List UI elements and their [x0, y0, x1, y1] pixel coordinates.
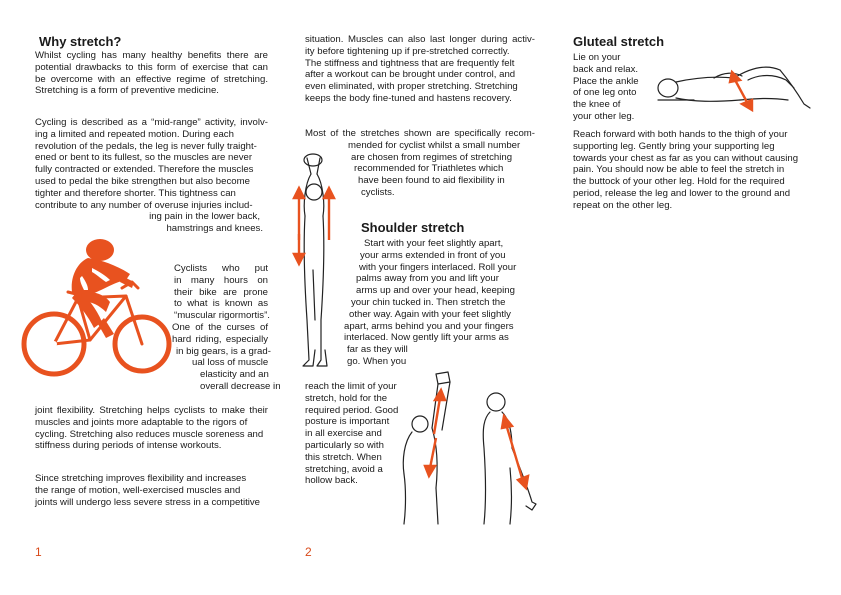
shoulder-stretch-heading: Shoulder stretch	[361, 220, 465, 235]
why-stretch-intro: Whilst cycling has many healthy benefits there are potential drawbacks to this form of exercise that can be overcome with an effective regime of stretching. Stretching is a form of preventive medicine.	[35, 50, 268, 97]
mid-range-paragraph: Cycling is described as a “mid-range” activity, involv- ing a limited and repeated motion. During each revolution of the pedals, the leg is never fully traight- ened or bent to its fullest, so the muscles are never fully contracted or extended. Therefore the muscles used to pedal the bike strengthen but also become tighter and therefore shorter. This tightness can contribute to any number of overuse injuries includ- ing pain in the lower back, hamstrings and knees.	[35, 117, 268, 235]
gluteal-stretch-heading: Gluteal stretch	[573, 34, 665, 49]
behind-back-stretch-figure	[476, 388, 546, 528]
posture-paragraph: reach the limit of your stretch, hold for the required period. Good posture is important in all exercise and particularly so with this stretch. When stretching, avoid a hollow back.	[305, 381, 399, 487]
gluteal-stretch-figure	[654, 58, 814, 114]
joint-flexibility-paragraph: joint flexibility. Stretching helps cyclists to make their muscles and joints more adaptable to the rigors of cycling. Stretching also reduces muscle soreness and stiffness during periods of intense workouts.	[35, 405, 268, 452]
cyclist-illustration	[22, 236, 172, 384]
why-stretch-heading: Why stretch?	[39, 34, 122, 49]
overhead-stretch-figure	[293, 150, 363, 372]
shoulder-stretch-instructions: Start with your feet slightly apart, your arms extended in front of you with your fingers interlaced. Roll your palms away from you and lift your arms up and over your head, keeping your chin tucked in. Then stretch the other way. Again with your feet slightly apart, arms behind you and your fingers interlaced. Now gently lift your arms as far as they will go. When you	[344, 238, 517, 367]
raised-arm-stretch-figure	[398, 368, 468, 528]
page-number-left: 1	[35, 545, 42, 559]
range-of-motion-paragraph: Since stretching improves flexibility and increases the range of motion, well-exercised muscles and joints will undergo less severe stress in a competitive	[35, 473, 261, 508]
recovery-paragraph: situation. Muscles can also last longer during activ- ity before tightening up if pre-stretched correctly. The stiffness and tightness that are frequently felt after a workout can be brought under control, and even eliminated, with proper stretching. Stretching keeps the body fine-tuned and hastens recovery.	[305, 34, 535, 104]
recommended-stretches-paragraph: Most of the stretches shown are specifically recom- mended for cyclist whilst a small number are chosen from regimes of stretching recommended for Triathletes which have been found to aid flexibility in cyclists.	[305, 128, 535, 198]
rigormortis-paragraph: Cyclists who put in many hours on their bike are prone to what is known as “muscular rigormortis”. One of the curses of hard riding, especially in big gears, is a grad- ual loss of muscle elasticity and an overall decrease in	[172, 263, 281, 392]
gluteal-setup-paragraph: Lie on your back and relax. Place the ankle of one leg onto the knee of your other leg.	[573, 52, 639, 122]
gluteal-instructions-paragraph: Reach forward with both hands to the thigh of your supporting leg. Gently bring your supporting leg towards your chest as far as you can without causing pain. You should now be able to feel the stretch in the buttock of your other leg. Hold for the required period, release the leg and lower to the ground and repeat on the other leg.	[573, 129, 799, 211]
page-number-right: 2	[305, 545, 312, 559]
